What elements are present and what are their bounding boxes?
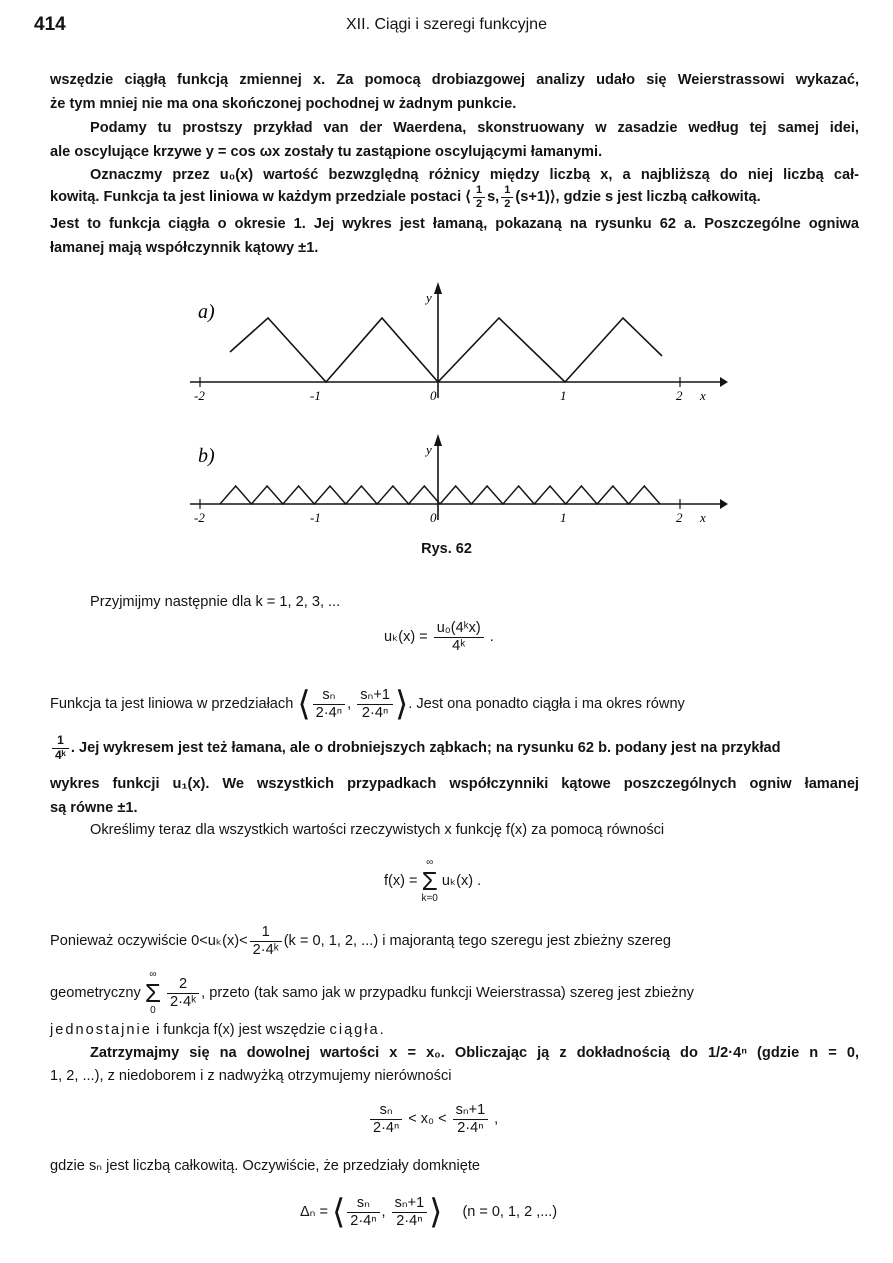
text-line: Zatrzymajmy się na dowolnej wartości x = x₀. Obliczając ją z dokładnością do 1/2·4ⁿ (gdzie n = 0, <box>90 1045 859 1061</box>
sum-sign: Σ <box>144 978 161 1008</box>
tick-label: 1 <box>560 510 567 525</box>
text-line: Jest to funkcja ciągła o okresie 1. Jej wykres jest łamaną, pokazaną na rysunku 62 a. Poszczególne ogniwa <box>50 216 859 232</box>
sum-upper-limit: ∞ <box>426 857 434 868</box>
text-line: gdzie sₙ jest liczbą całkowitą. Oczywiście, że przedziały domknięte <box>50 1158 481 1174</box>
fraction-numerator: 1 <box>473 184 485 198</box>
text-segment: i funkcja f(x) jest wszędzie <box>151 1022 330 1038</box>
text-segment: geometryczny <box>50 984 141 1001</box>
fraction-denominator: 2 <box>475 197 483 210</box>
tick-label: -2 <box>194 510 205 525</box>
sawtooth-graph-u1 <box>220 486 660 504</box>
page-number: 414 <box>34 14 66 35</box>
text-line: wszędzie ciągłą funkcją zmiennej x. Za pomocą drobiazgowej analizy udało się Weierstrassowi wykazać, <box>50 72 859 88</box>
fraction-numerator: sₙ+1 <box>453 1102 489 1120</box>
text-line: Określimy teraz dla wszystkich wartości rzeczywistych x funkcję f(x) za pomocą równości <box>90 822 665 838</box>
text-line: są równe ±1. <box>50 800 138 816</box>
y-axis-label: y <box>426 290 432 305</box>
tick-label: 2 <box>676 510 683 525</box>
text-line: że tym mniej nie ma ona skończonej pochodnej w żadnym punkcie. <box>50 96 517 112</box>
tick-label: -1 <box>310 510 321 525</box>
text-segment: , przeto (tak samo jak w przypadku funkcji Weierstrassa) szereg jest zbieżny <box>201 984 694 1001</box>
equation-delta: Δₙ = ⟨ $\frac{\text{sₙ}}{\text{2·4ⁿ}}$ , $\frac{\text{sₙ+1}}{\text{2·4ⁿ}}$ ⟩ (n = 0, 1, 2 ,...) <box>300 1192 558 1232</box>
y-axis-arrow <box>434 434 442 446</box>
page-header <box>34 14 859 40</box>
text-segment: kowitą. Funkcja ta jest liniowa w każdym przedziale postaci ⟨ <box>50 189 471 205</box>
y-axis-arrow <box>434 282 442 294</box>
fraction-numerator: 2 <box>167 976 199 994</box>
fraction-denominator: 2·4ⁿ <box>350 1212 377 1229</box>
text-segment: ciągła <box>329 1022 380 1038</box>
sawtooth-graph-u0 <box>230 318 662 382</box>
equation-middle: < x₀ < <box>408 1111 447 1127</box>
text-segment: (k = 0, 1, 2, ...) i majorantą tego szeregu jest zbieżny szereg <box>283 933 672 950</box>
text-segment: s, <box>487 189 500 205</box>
fraction-numerator: sₙ <box>347 1195 379 1213</box>
text-line: Podamy tu prostszy przykład van der Waerdena, skonstruowany w zasadzie według tej samej idei, <box>90 120 859 136</box>
y-axis-label: y <box>426 442 432 457</box>
fraction-numerator: 1 <box>52 734 69 749</box>
fraction-denominator: 2·4ⁿ <box>396 1212 423 1229</box>
x-axis-arrow <box>720 499 728 509</box>
text-line <box>50 734 859 763</box>
fraction-denominator: 4ᵏ <box>452 637 466 654</box>
fraction-numerator: 1 <box>250 924 282 942</box>
tick-label: 0 <box>430 510 437 525</box>
equation-inequality <box>368 1102 498 1136</box>
text-segment: . Jest ona ponadto ciągła i ma okres równy <box>408 695 685 712</box>
text-line: Oznaczmy przez u₀(x) wartość bezwzględną różnicy między liczbą x, a najbliższą do niej liczbą cał- <box>90 167 859 183</box>
sum-sign: Σ <box>421 866 438 896</box>
fraction-numerator: u₀(4ᵏx) <box>434 620 484 638</box>
text-line <box>50 1022 859 1038</box>
sum-lower-limit: 0 <box>150 1005 156 1016</box>
figure-62b <box>190 434 728 525</box>
fraction-denominator: 2·4ⁿ <box>315 704 343 721</box>
x-axis-label: x <box>700 510 706 525</box>
panel-label-b: b) <box>198 445 215 467</box>
tick-label: 1 <box>560 388 567 403</box>
text-line <box>50 970 859 1016</box>
text-segment: . Jej wykresem jest też łamana, ale o drobniejszych ząbkach; na rysunku 62 b. podany jest na przykład <box>70 740 781 757</box>
fraction-denominator: 2 <box>504 197 511 210</box>
equation-lhs: uₖ(x) = <box>384 629 428 645</box>
equation-tail: . <box>489 629 494 645</box>
fraction-numerator: sₙ+1 <box>357 687 393 705</box>
text-line <box>50 184 859 210</box>
equation-lhs: f(x) = <box>384 872 418 889</box>
x-axis-arrow <box>720 377 728 387</box>
text-segment: . <box>379 1022 384 1038</box>
equation-uk <box>384 620 494 654</box>
figure-caption: Rys. 62 <box>421 541 472 557</box>
equation-f <box>384 858 481 904</box>
equation-tail: , <box>494 1111 499 1127</box>
x-axis-label: x <box>700 388 706 403</box>
fraction-numerator: sₙ <box>370 1102 402 1120</box>
fraction-denominator: 2·4ⁿ <box>373 1119 400 1136</box>
text-segment: (s+1)⟩, gdzie s jest liczbą całkowitą. <box>515 189 761 205</box>
fraction-numerator: 1 <box>501 184 513 198</box>
figure-62 <box>180 280 740 550</box>
running-head: XII. Ciągi i szeregi funkcyjne <box>346 16 547 33</box>
sum-upper-limit: ∞ <box>149 969 157 980</box>
tick-label: 2 <box>676 388 683 403</box>
fraction-denominator: 2·4ᵏ <box>252 941 279 958</box>
fraction-denominator: 4ᵏ <box>55 747 66 762</box>
sum-lower-limit: k=0 <box>421 893 438 904</box>
fraction-numerator: sₙ+1 <box>392 1195 428 1213</box>
fraction-numerator: sₙ <box>313 687 345 705</box>
text-line <box>50 924 859 959</box>
text-line: 1, 2, ...), z niedoborem i z nadwyżką otrzymujemy nierówności <box>50 1068 452 1084</box>
equation-term: uₖ(x) . <box>441 872 482 889</box>
panel-label-a: a) <box>198 301 215 323</box>
text-line: Przyjmijmy następnie dla k = 1, 2, 3, ... <box>90 594 341 610</box>
fraction-denominator: 2·4ⁿ <box>457 1119 484 1136</box>
text-segment: jednostajnie <box>50 1022 152 1038</box>
figure-62a <box>190 282 728 403</box>
equation-tail: (n = 0, 1, 2 ,...) <box>462 1203 558 1220</box>
text-line: łamanej mają współczynnik kątowy ±1. <box>50 240 319 256</box>
text-line: ale oscylujące krzywe y = cos ωx zostały tu zastąpione oscylującymi łamanymi. <box>50 144 603 160</box>
text-line: wykres funkcji u₁(x). We wszystkich przypadkach współczynniki kątowe poszczególnych ogniw łamanej <box>50 776 859 792</box>
text-segment: Ponieważ oczywiście 0<uₖ(x)< <box>50 933 248 950</box>
text-segment: Funkcja ta jest liniowa w przedziałach <box>50 695 294 712</box>
tick-label: 0 <box>430 388 437 403</box>
fraction-denominator: 2·4ᵏ <box>170 993 197 1010</box>
fraction-denominator: 2·4ⁿ <box>361 704 389 721</box>
tick-label: -1 <box>310 388 321 403</box>
text-line: Funkcja ta jest liniowa w przedziałach ⟨ $\frac{\text{sₙ}}{\text{2·4ⁿ}}$ , $\frac{\text{sₙ+1}}{\text{2·4ⁿ}}$ ⟩. Jest ona ponadto ciągła i ma okres równy <box>50 684 685 724</box>
equation-lhs: Δₙ = <box>300 1203 328 1220</box>
tick-label: -2 <box>194 388 205 403</box>
